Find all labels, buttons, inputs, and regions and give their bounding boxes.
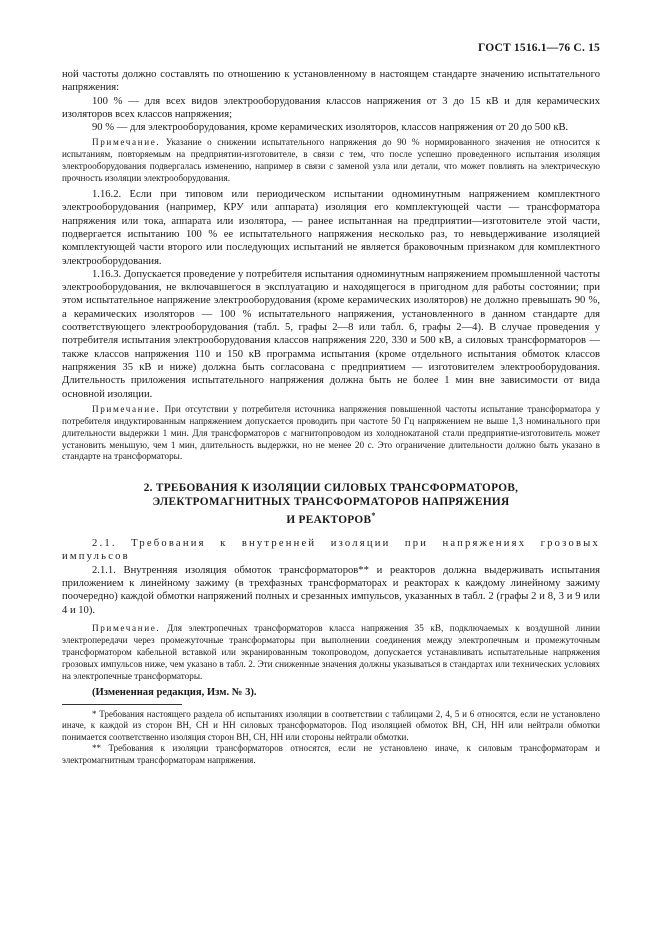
heading-line-1: 2. ТРЕБОВАНИЯ К ИЗОЛЯЦИИ СИЛОВЫХ ТРАНСФОРМАТОРОВ, xyxy=(143,482,519,495)
footnote-1: * Требования настоящего раздела об испытаниях изоляции в соответствии с таблицами 2, 4, 5 и 6 относятся, если не установлено иначе, к каждой из сторон ВН, СН и НН силовых трансформаторов. Под изоляцией обмоток ВН, СН, НН или нейтрали обмотки понимается соответственно изоляция сторон ВН, СН, НН или стороны нейтрали обмотки. xyxy=(62,708,600,742)
note-1 xyxy=(62,137,600,185)
footnote-2: ** Требования к изоляции трансформаторов относятся, если не установлено иначе, к силовым трансформаторам и электромагнитным трансформаторам напряжения. xyxy=(62,743,600,765)
note-2 xyxy=(62,404,600,464)
note-label: Примечание. xyxy=(92,403,161,414)
paragraph-2-1-1: 2.1.1. Внутренняя изоляция обмоток трансформаторов** и реакторов должна выдерживать испытания приложением к линейному зажиму (в трехфазных трансформаторах и реакторах к каждому линейному зажиму поочередно) каждой обмотки напряжений полных и срезанных импульсов, указанных в табл. 2 (графы 2 и 8, 3 и 9 или 4 и 10). xyxy=(62,564,600,616)
note-text: При отсутствии у потребителя источника напряжения повышенной частоты испытание трансформатора у потребителя индуктированным напряжением допускается проводить при частоте 50 Гц напряжением не выше 1,3 номинального при длительности выдержки 1 мин. Для трансформаторов с магнитопроводом из холоднокатаной стали предприятие-изготовитель может установить меньшую, чем 1 мин, длительность выдержки, но не менее 20 с. Это ограничение длительности должно быть указано в стандарте на трансформаторы. xyxy=(62,403,600,462)
note-3 xyxy=(62,623,600,683)
paragraph-1-16-2: 1.16.2. Если при типовом или периодическом испытании одноминутным напряжением комплектного электрооборудования (например, КРУ или аппарата) изоляция его комплектующей части — трансформатора напряжения или тока, аппарата или изолятора, — ранее испытанная на предприятии—изготовителе этой части, подвергается испытанию 100 % ее испытательного напряжения несколько раз, то невыдерживание изоляцией комплектующей части второго или последующих испытаний не является браковочным признаком для комплектного электрооборудования. xyxy=(62,189,600,267)
note-text: Указание о снижении испытательного напряжения до 90 % нормированного значения не относится к испытаниям, повторяемым на предприятии-изготовителе, в связи с тем, что после успешно проведенного испытания изоляция электрооборудования подвергалась изменению, например в связи с заменой узла или детали, что может повлиять на электрическую прочность изоляции электрооборудования. xyxy=(62,137,600,184)
paragraph-1-16-3: 1.16.3. Допускается проведение у потребителя испытания одноминутным напряжением промышленной частоты электрооборудования, не включавшегося в эксплуатацию и находящегося в пригодном для работы состоянии; при этом испытательное напряжение электрооборудования (кроме керамических изоляторов) не должно превышать 90 %, а керамических изоляторов — 100 % испытательного напряжения, установленного в данном стандарте для соответствующего электрооборудования (табл. 5, графы 2—8 или табл. 6, графы 2—4). В случае проведения у потребителя испытания электрооборудования классов напряжения 220, 330 и 500 кВ, а силовых трансформаторов — также классов напряжения 110 и 150 кВ программа испытания (кроме отдельного испытания обмоток классов напряжения 35 кВ и ниже) должна быть согласована с предприятием — изготовителем электрооборудования. Длительность приложения испытательного напряжения должна быть не более 1 мин вне зависимости от вида основной изоляции. xyxy=(62,268,600,400)
paragraph-2-1: 2.1. Требования к внутренней изоляции при напряжениях грозовых импульсов xyxy=(62,538,600,563)
page-header: ГОСТ 1516.1—76 С. 15 xyxy=(477,42,600,54)
heading-line-3 xyxy=(62,509,600,527)
section-2-heading xyxy=(62,481,600,527)
note-label: Примечание. xyxy=(92,622,161,633)
heading-line-2: ЭЛЕКТРОМАГНИТНЫХ ТРАНСФОРМАТОРОВ НАПРЯЖЕНИЯ xyxy=(152,496,510,509)
paragraph-continuation: ной частоты должно составлять по отношению к установленному в настоящем стандарте значению испытательного напряжения: xyxy=(62,69,600,94)
heading-footnote-mark: * xyxy=(371,511,376,521)
amendment-note: (Измененная редакция, Изм. № 3). xyxy=(92,687,257,699)
paragraph-100-percent: 100 % — для всех видов электрооборудования классов напряжения от 3 до 15 кВ и для керамических изоляторов всех классов напряжения; xyxy=(62,95,600,120)
heading-line-3-text: И РЕАКТОРОВ xyxy=(286,514,372,527)
note-label: Примечание. xyxy=(92,137,161,148)
note-text: Для электропечных трансформаторов класса напряжения 35 кВ, подключаемых к воздушной линии электропередачи через промежуточные трансформаторы при выполнении соединения между электропечным и промежуточным трансформатором кабельной вставкой или экранированным токопроводом, допускается устанавливать испытательные напряжения грозовых импульсов ниже, чем указано в табл. 2. Эти сниженные значения должны указываться в стандартах или технических условиях на электропечные трансформаторы. xyxy=(62,622,600,681)
paragraph-90-percent: 90 % — для электрооборудования, кроме керамических изоляторов, классов напряжения от 20 до 500 кВ. xyxy=(92,122,569,134)
footnote-divider xyxy=(62,704,182,705)
document-page xyxy=(62,42,600,766)
